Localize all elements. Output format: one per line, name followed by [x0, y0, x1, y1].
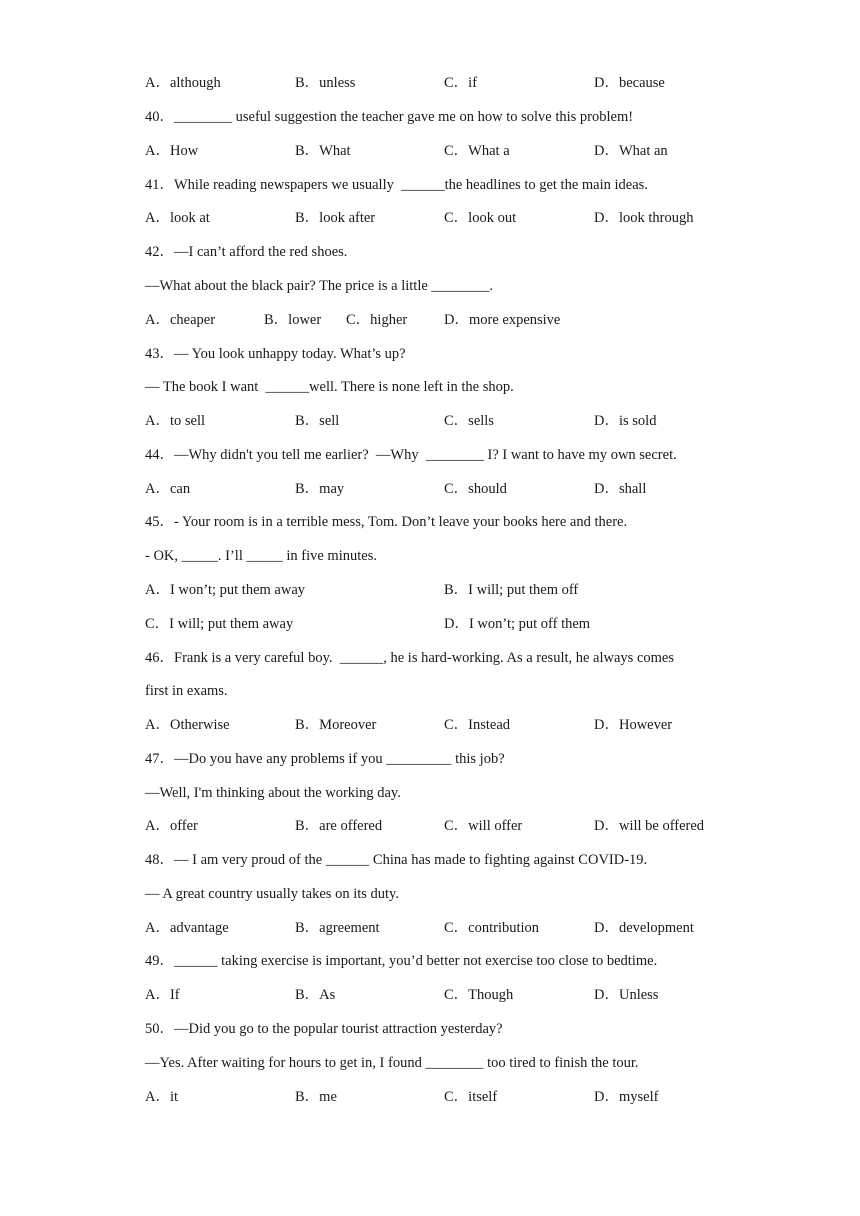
option-d: D．because — [594, 75, 665, 91]
option-d: D．However — [594, 717, 673, 733]
question-49-stem: 49．______ taking exercise is important, you’d better not exercise too close to bedtime. — [145, 953, 658, 969]
question-40-stem: 40．________ useful suggestion the teacher gave me on how to solve this problem! — [145, 109, 634, 125]
option-a: A．I won’t; put them away — [145, 582, 306, 598]
option-c: C．Instead — [444, 717, 511, 733]
option-b: B．unless — [295, 75, 356, 91]
option-d: D．shall — [594, 481, 647, 497]
option-d: D．I won’t; put off them — [444, 616, 591, 632]
option-a: A．although — [145, 75, 221, 91]
question-42-stem: 42．—I can’t afford the red shoes. — [145, 244, 348, 260]
option-d: D．What an — [594, 143, 668, 159]
option-d: D．Unless — [594, 987, 659, 1003]
option-d: D．development — [594, 920, 694, 936]
option-c: C．What a — [444, 143, 510, 159]
option-c: C．contribution — [444, 920, 540, 936]
option-b: B．sell — [295, 413, 340, 429]
option-a: A．to sell — [145, 413, 206, 429]
option-b: B．agreement — [295, 920, 380, 936]
option-c: C．higher — [346, 312, 408, 328]
question-45-stem: 45．- Your room is in a terrible mess, Tom. Don’t leave your books here and there. — [145, 514, 628, 530]
option-c: C．itself — [444, 1089, 498, 1105]
question-41-stem: 41．While reading newspapers we usually ______the headlines to get the main ideas. — [145, 177, 648, 193]
option-b: B．me — [295, 1089, 337, 1105]
option-d: D．myself — [594, 1089, 659, 1105]
option-b: B．What — [295, 143, 351, 159]
option-a: A．If — [145, 987, 180, 1003]
question-50-dialogue: —Yes. After waiting for hours to get in, I found ________ too tired to finish the tour. — [145, 1055, 639, 1071]
option-c: C．I will; put them away — [145, 616, 294, 632]
option-b: B．I will; put them off — [444, 582, 579, 598]
option-a: A．offer — [145, 818, 198, 834]
question-43-stem: 43．— You look unhappy today. What’s up? — [145, 346, 406, 362]
option-a: A．advantage — [145, 920, 229, 936]
question-47-dialogue: —Well, I'm thinking about the working day. — [145, 785, 401, 801]
question-43-dialogue: — The book I want ______well. There is none left in the shop. — [145, 379, 514, 395]
question-48-dialogue: — A great country usually takes on its duty. — [145, 886, 399, 902]
option-b: B．look after — [295, 210, 376, 226]
option-d: D．more expensive — [444, 312, 561, 328]
question-48-stem: 48．— I am very proud of the ______ China has made to fighting against COVID-19. — [145, 852, 648, 868]
option-d: D．is sold — [594, 413, 657, 429]
option-a: A．cheaper — [145, 312, 216, 328]
option-c: C．should — [444, 481, 507, 497]
question-45-dialogue: - OK, _____. I’ll _____ in five minutes. — [145, 548, 377, 564]
option-c: C．Though — [444, 987, 514, 1003]
option-c: C．look out — [444, 210, 517, 226]
option-c: C．will offer — [444, 818, 523, 834]
option-b: B．lower — [264, 312, 322, 328]
question-46-stem-continued: first in exams. — [145, 683, 228, 699]
option-b: B．may — [295, 481, 345, 497]
option-b: B．Moreover — [295, 717, 377, 733]
option-a: A．look at — [145, 210, 210, 226]
option-c: C．if — [444, 75, 478, 91]
option-a: A．it — [145, 1089, 179, 1105]
question-42-dialogue: —What about the black pair? The price is a little ________. — [145, 278, 494, 294]
question-50-stem: 50．—Did you go to the popular tourist attraction yesterday? — [145, 1021, 503, 1037]
option-a: A．can — [145, 481, 191, 497]
question-44-stem: 44．—Why didn't you tell me earlier? —Why ________ I? I want to have my own secret. — [145, 447, 677, 463]
option-c: C．sells — [444, 413, 494, 429]
option-d: D．look through — [594, 210, 694, 226]
option-a: A．How — [145, 143, 199, 159]
option-b: B．As — [295, 987, 336, 1003]
question-47-stem: 47．—Do you have any problems if you _________ this job? — [145, 751, 505, 767]
question-46-stem: 46．Frank is a very careful boy. ______, he is hard-working. As a result, he always comes — [145, 650, 674, 666]
option-d: D．will be offered — [594, 818, 705, 834]
option-a: A．Otherwise — [145, 717, 230, 733]
option-b: B．are offered — [295, 818, 383, 834]
